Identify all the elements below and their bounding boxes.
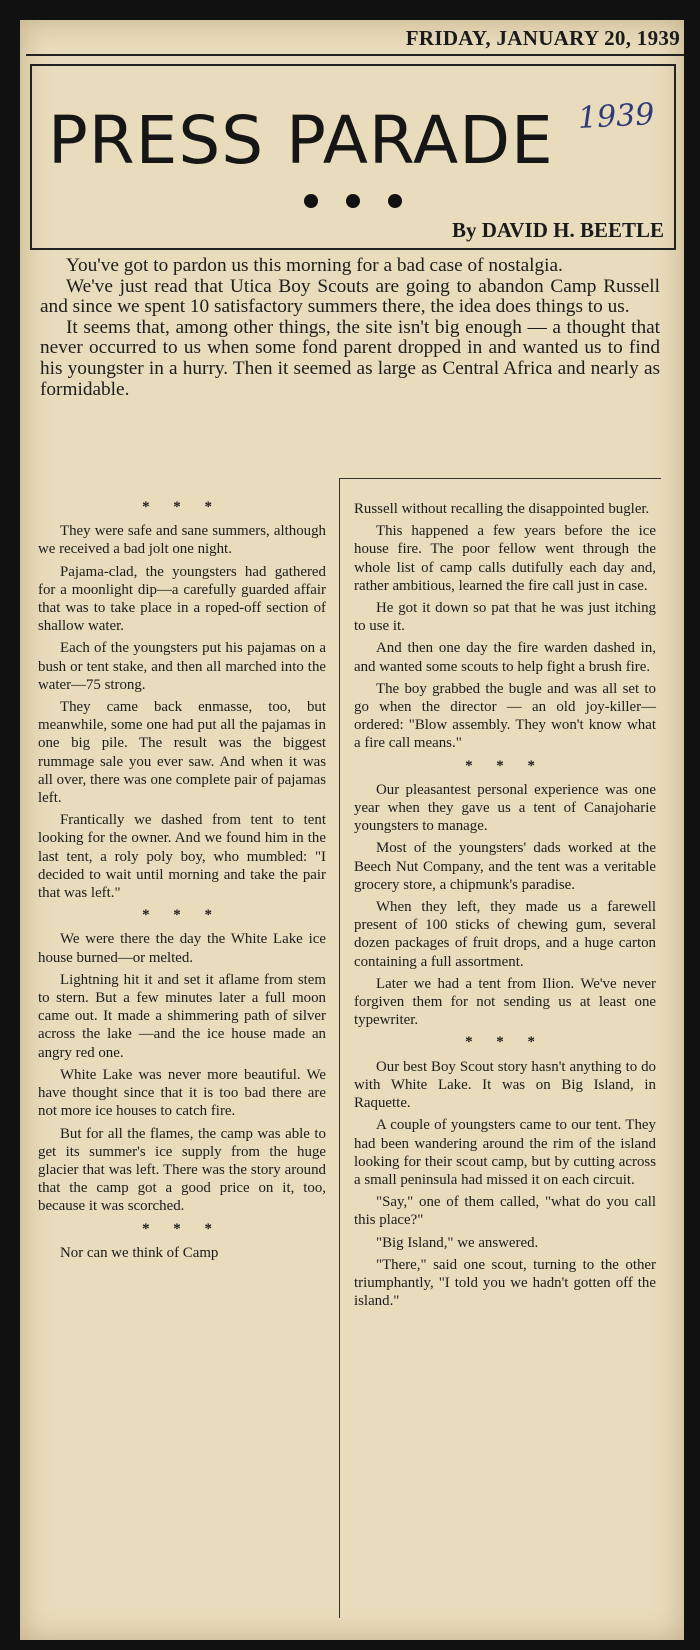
left-column: [38, 496, 326, 1266]
paragraph: Pajama-clad, the youngsters had gathered for a moonlight dip—a carefully guarded affair that was to take place in a roped-off section of shallow water.: [38, 563, 326, 635]
paragraph: Most of the youngsters' dads worked at the Beech Nut Company, and the tent was a veritable grocery store, a chipmunk's paradise.: [354, 840, 656, 893]
paragraph: White Lake was never more beautiful. We have thought since that it is too bad there are not more ice houses to catch fire.: [38, 1066, 326, 1120]
dateline: FRIDAY, JANUARY 20, 1939: [26, 22, 684, 56]
newspaper-clipping: [20, 20, 684, 1640]
section-separator: * * *: [142, 499, 222, 515]
paragraph: But for all the flames, the camp was able to get its summer's ice supply from the huge glacier that was left. There was the story around that the camp got a good price on it, too, because it was scorched.: [38, 1125, 326, 1215]
ornament-dots: [300, 194, 410, 210]
column-title: PRESS PARADE: [48, 102, 554, 179]
ornament-dot: [388, 194, 402, 208]
paragraph: They came back enmasse, too, but meanwhile, some one had put all the pajamas in one big pile. The result was the biggest rummage sale you ever saw. And when it was all over, there was one complete pair of pajamas left.: [38, 699, 326, 807]
masthead: [30, 64, 676, 250]
paragraph: Russell without recalling the disappointed bugler.: [354, 501, 650, 517]
byline: By DAVID H. BEETLE: [451, 218, 664, 242]
paragraph: The boy grabbed the bugle and was all set to go when the director — an old joy-killer—ordered: "Blow assembly. They won't know what a fire call means.": [354, 680, 656, 752]
paragraph: "There," said one scout, turning to the other triumphantly, "I told you we hadn't gotten off the island.": [354, 1256, 656, 1310]
column-divider-top: [339, 478, 661, 479]
lead-paragraph: It seems that, among other things, the site isn't big enough — a thought that never occurred to us when some fond parent dropped in and wanted us to find his youngster in a hurry. Then it seemed as large as Central Africa and nearly as formidable.: [40, 316, 660, 400]
ornament-dot: [346, 194, 360, 208]
column-divider: [339, 478, 340, 1618]
paragraph: Later we had a tent from Ilion. We've never forgiven them for not sending us at least one typewriter.: [354, 975, 656, 1029]
lead-paragraph: We've just read that Utica Boy Scouts are going to abandon Camp Russell and since we spent 10 satisfactory summers there, the idea does things to us.: [40, 275, 660, 318]
paragraph: When they left, they made us a farewell present of 100 sticks of chewing gum, several dozen packages of fruit drops, and a huge carton containing a full assortment.: [354, 899, 656, 970]
paragraph: Each of the youngsters put his pajamas on a bush or tent stake, and then all marched into the water—75 strong.: [38, 640, 326, 693]
paragraph: This happened a few years before the ice house fire. The poor fellow went through the whole list of camp calls dutifully each day and, rather ambitious, learned the fire call just in case.: [354, 523, 656, 594]
paragraph: We were there the day the White Lake ice house burned—or melted.: [38, 931, 326, 966]
paragraph: Our pleasantest personal experience was one year when they gave us a tent of Canajoharie youngsters to manage.: [354, 781, 656, 835]
right-column: [354, 500, 656, 1314]
paragraph: Frantically we dashed from tent to tent looking for the owner. And we found him in the last tent, a roly poly boy, who mumbled: "I decided to wait until morning and take the pair that was left.": [38, 812, 326, 902]
paragraph: Nor can we think of Camp: [60, 1244, 219, 1261]
section-separator: * * *: [142, 907, 222, 924]
paragraph: "Say," one of them called, "what do you call this place?": [354, 1194, 656, 1229]
ornament-dot: [304, 194, 318, 208]
paragraph: He got it down so pat that he was just itching to use it.: [354, 600, 656, 635]
paragraph: A couple of youngsters came to our tent. They had been wandering around the rim of the island looking for their scout camp, but by cutting across a small peninsula had missed it on each circuit.: [354, 1117, 656, 1188]
section-separator: * * *: [142, 1220, 222, 1237]
paragraph: And then one day the fire warden dashed in, and wanted some scouts to help fight a brush fire.: [354, 640, 656, 675]
handwritten-year-note: 1939: [576, 97, 655, 136]
paragraph: "Big Island," we answered.: [376, 1234, 539, 1251]
section-separator: * * *: [465, 1034, 545, 1051]
paragraph: Lightning hit it and set it aflame from stem to stern. But a few minutes later a full moon came out. It made a shimmering path of silver across the lake —and the ice house made an angry red one.: [38, 971, 326, 1061]
lead-section: [40, 256, 660, 400]
lead-paragraph: You've got to pardon us this morning for a bad case of nostalgia.: [66, 255, 563, 276]
paragraph: Our best Boy Scout story hasn't anything to do with White Lake. It was on Big Island, in Raquette.: [354, 1058, 656, 1112]
paragraph: They were safe and sane summers, although we received a bad jolt one night.: [38, 523, 326, 558]
section-separator: * * *: [465, 757, 545, 774]
